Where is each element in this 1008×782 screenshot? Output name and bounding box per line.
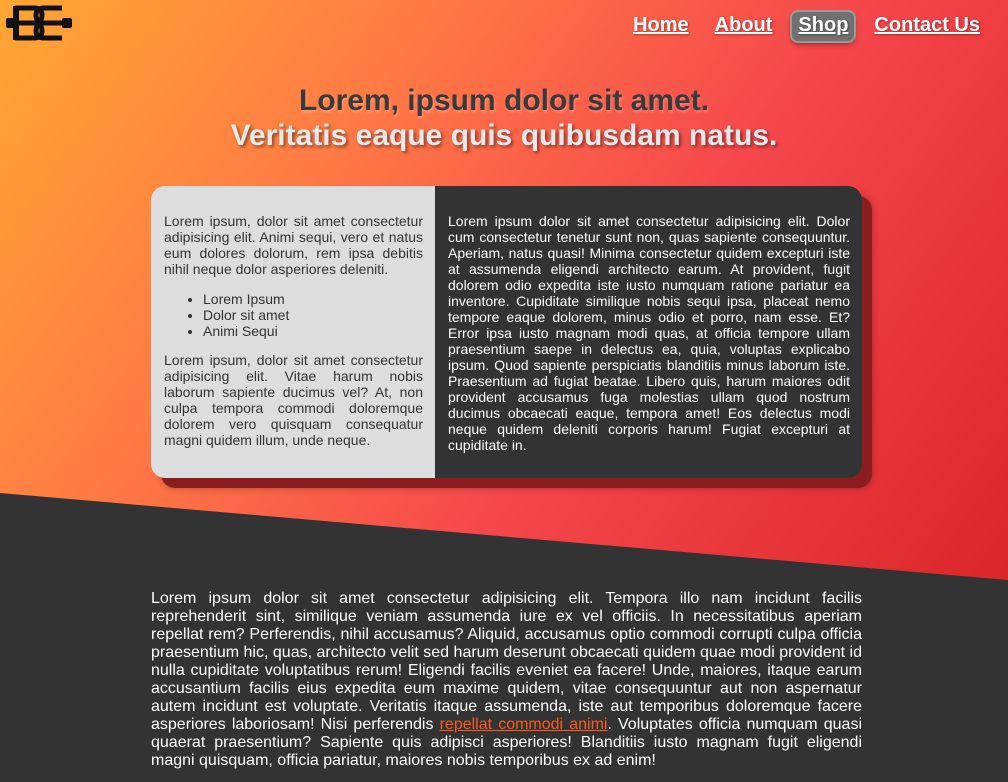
nav-shop-link[interactable]: Shop — [792, 12, 854, 41]
bottom-text-after: . Voluptates officia numquam quasi quaerat praesentium? Sapiente quis adipisci asperiores! Blanditiis iusto magnam fugit eligendi magni quisquam, officia pariatur, maiores nobis temporibus ex ad enim! — [151, 716, 862, 769]
card-right-paragraph: Lorem ipsum dolor sit amet consectetur adipisicing elit. Dolor cum consectetur tenetur sunt non, quas sapiente consequuntur. Aperiam, natus quasi! Minima consectetur quidem excepturi iste at assumenda eligendi architecto earum. At provident, fugit dolorem odio expedita iste iusto numquam ratione pariatur ea inventore. Cupiditate similique nobis sequi ipsa, placeat nemo tempore eaque dolorem, minus odio et porro, nam esse. Et? Error ipsa iusto magnam modi quas, at officia tempore ullam praesentium saepe in delectus ea, quia, voluptas explicabo ipsum. Quod sapiente perspiciatis blanditiis minus laborum iste. Praesentium ad fugiat beatae. Libero quis, harum maiores odit provident accusamus fuga molestias ullam quod nostrum ducimus obcaecati eaque, tempora amet! Eos delectus modi neque quidem deleniti corporis harum! Fugiat excepturi at cupiditate in. — [448, 213, 850, 453]
inline-link[interactable]: repellat commodi animi — [439, 716, 608, 733]
card-left-list — [203, 291, 423, 339]
bottom-text-section — [151, 590, 862, 770]
card-left-paragraph-2: Lorem ipsum, dolor sit amet consectetur adipisicing elit. Vitae harum nobis laborum sapiente ducimus vel? At, non culpa tempora commodi doloremque dolorem vero quisquam consequatur magni quidem illum, unde neque. — [164, 352, 423, 448]
card-right-panel — [435, 186, 862, 478]
info-card — [151, 186, 862, 478]
bottom-paragraph — [151, 590, 862, 770]
nav-about-link[interactable]: About — [714, 14, 773, 36]
hero-line-2: Veritatis eaque quis quibusdam natus. — [230, 119, 778, 152]
bottom-text-before: Lorem ipsum dolor sit amet consectetur adipisicing elit. Tempora illo nam incidunt facilis reprehenderit sint, similique veniam assumenda iure ex vel officiis. In necessitatibus aperiam repellat rem? Perferendis, nihil accusamus? Aliquid, accusamus optio commodi corrupti culpa officia praesentium hic, quas, architecto velit sed harum deserunt obcaecati quidem quae modi provident id nulla cupiditate voluptatibus rerum! Eligendi facilis eveniet ea facere! Unde, maiores, itaque earum accusantium facilis eius expedita eum maxime quidem, vitae consequuntur aut non aspernatur autem incidunt est voluptate. Veritatis itaque assumenda, iste aut temporibus doloremque facere asperiores laboriosam! Nisi perferendis — [151, 590, 862, 733]
nav-contact-link[interactable]: Contact Us — [874, 14, 980, 36]
list-item: • Dolor sit amet — [203, 307, 423, 323]
list-item: • Lorem Ipsum — [203, 291, 423, 307]
nav-home-link[interactable]: Home — [633, 14, 689, 36]
card-left-paragraph-1: Lorem ipsum, dolor sit amet consectetur adipisicing elit. Animi sequi, vero et natus eum dolores dolorum, rem ipsa debitis nihil neque dolor asperiores deleniti. — [164, 213, 423, 277]
brand-logo-icon[interactable] — [4, 4, 74, 42]
card-left-panel — [151, 186, 435, 478]
hero-line-1: Lorem, ipsum dolor sit amet. — [298, 84, 710, 117]
list-item: • Animi Sequi — [203, 323, 423, 339]
hero-heading — [0, 83, 1008, 153]
main-nav — [627, 12, 986, 41]
